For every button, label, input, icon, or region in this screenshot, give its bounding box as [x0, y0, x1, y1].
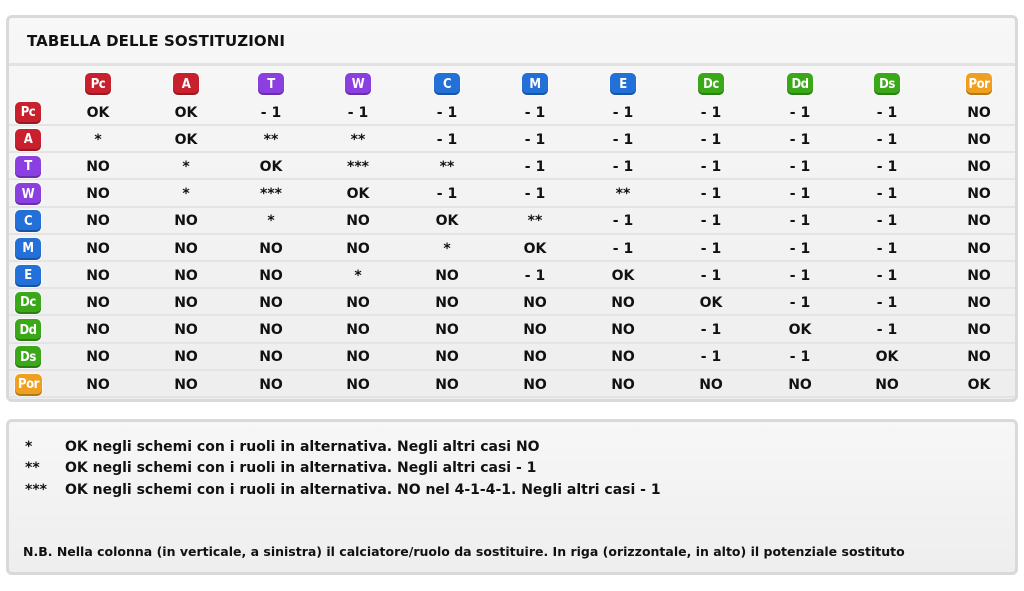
table-cell: NO	[86, 349, 110, 366]
table-cell: NO	[788, 376, 812, 393]
table-cell: - 1	[612, 213, 634, 230]
table-cell: NO	[86, 240, 110, 257]
table-row-por	[9, 371, 1015, 398]
table-cell: - 1	[612, 158, 634, 175]
role-badge-ds: Ds	[15, 346, 41, 368]
table-cell: - 1	[876, 104, 898, 121]
table-cell: - 1	[436, 186, 458, 203]
table-cell: NO	[523, 376, 547, 393]
legend-symbol: ***	[25, 482, 47, 498]
table-cell: - 1	[789, 186, 811, 203]
table-cell: NO	[611, 322, 635, 339]
table-cell: - 1	[789, 131, 811, 148]
table-cell: NO	[967, 131, 991, 148]
table-cell: NO	[967, 349, 991, 366]
table-cell: OK	[611, 267, 635, 284]
row-header-m	[15, 235, 45, 262]
table-cell: - 1	[876, 294, 898, 311]
table-cell: - 1	[789, 294, 811, 311]
role-badge-pc: Pc	[15, 102, 41, 124]
table-cell: OK	[174, 104, 198, 121]
table-cell: NO	[967, 186, 991, 203]
table-cell: ***	[260, 186, 282, 203]
role-badge-w: W	[345, 73, 371, 95]
table-cell: - 1	[700, 240, 722, 257]
table-row-ds	[9, 344, 1015, 371]
table-cell: - 1	[260, 104, 282, 121]
role-badge-ds: Ds	[874, 73, 900, 95]
table-cell: NO	[967, 158, 991, 175]
column-header-w	[328, 69, 388, 99]
table-cell: NO	[435, 267, 459, 284]
table-cell: NO	[259, 240, 283, 257]
table-cell: NO	[174, 240, 198, 257]
table-cell: - 1	[700, 349, 722, 366]
role-badge-por: Por	[15, 374, 42, 396]
table-cell: OK	[788, 322, 812, 339]
table-cell: - 1	[789, 267, 811, 284]
table-cell: *	[182, 158, 190, 175]
table-cell: - 1	[524, 186, 546, 203]
table-cell: *	[182, 186, 190, 203]
table-cell: OK	[346, 186, 370, 203]
role-badge-a: A	[173, 73, 199, 95]
table-cell: - 1	[347, 104, 369, 121]
table-cell: NO	[86, 267, 110, 284]
legend-line-2	[25, 460, 536, 476]
legend-line-3	[25, 482, 661, 498]
title-divider	[9, 63, 1015, 66]
table-cell: OK	[875, 349, 899, 366]
table-cell: NO	[435, 322, 459, 339]
table-cell: *	[443, 240, 451, 257]
table-cell: NO	[611, 376, 635, 393]
table-cell: - 1	[700, 267, 722, 284]
role-badge-c: C	[434, 73, 460, 95]
table-cell: - 1	[876, 213, 898, 230]
table-cell: - 1	[700, 104, 722, 121]
table-cell: NO	[86, 186, 110, 203]
table-cell: NO	[174, 267, 198, 284]
role-badge-t: T	[15, 156, 41, 178]
table-row-e	[9, 262, 1015, 289]
table-cell: NO	[523, 349, 547, 366]
table-cell: NO	[86, 322, 110, 339]
table-cell: NO	[174, 294, 198, 311]
row-header-dd	[15, 317, 45, 344]
table-cell: NO	[259, 349, 283, 366]
column-header-dd	[770, 69, 830, 99]
table-cell: NO	[346, 349, 370, 366]
table-cell: OK	[174, 131, 198, 148]
column-header-m	[505, 69, 565, 99]
table-cell: NO	[699, 376, 723, 393]
table-cell: *	[267, 213, 275, 230]
legend-panel	[6, 419, 1018, 575]
row-header-pc	[15, 99, 45, 126]
table-cell: - 1	[789, 158, 811, 175]
table-cell: - 1	[612, 104, 634, 121]
table-cell: NO	[523, 322, 547, 339]
role-badge-e: E	[610, 73, 636, 95]
table-cell: NO	[174, 322, 198, 339]
column-header-c	[417, 69, 477, 99]
role-badge-m: M	[522, 73, 548, 95]
table-cell: - 1	[789, 104, 811, 121]
table-cell: NO	[259, 376, 283, 393]
row-header-por	[15, 371, 45, 398]
table-cell: - 1	[524, 104, 546, 121]
role-badge-dc: Dc	[698, 73, 724, 95]
column-header-e	[593, 69, 653, 99]
table-cell: - 1	[436, 104, 458, 121]
column-header-pc	[68, 69, 128, 99]
table-cell: OK	[967, 376, 991, 393]
column-header-a	[156, 69, 216, 99]
table-cell: **	[439, 158, 455, 175]
table-cell: **	[615, 186, 631, 203]
table-row-t	[9, 153, 1015, 180]
table-cell: - 1	[612, 131, 634, 148]
table-cell: - 1	[700, 131, 722, 148]
table-cell: - 1	[700, 186, 722, 203]
role-badge-m: M	[15, 238, 41, 260]
role-badge-e: E	[15, 265, 41, 287]
role-badge-dd: Dd	[787, 73, 813, 95]
table-cell: - 1	[789, 213, 811, 230]
legend-text: OK negli schemi con i ruoli in alternativa. NO nel 4-1-4-1. Negli altri casi - 1	[65, 482, 661, 498]
table-cell: - 1	[700, 322, 722, 339]
table-cell: NO	[174, 376, 198, 393]
table-cell: NO	[967, 240, 991, 257]
substitution-table-panel	[6, 15, 1018, 402]
column-header-row	[9, 69, 1015, 99]
legend-symbol: **	[25, 460, 40, 476]
role-badge-c: C	[15, 210, 41, 232]
row-header-ds	[15, 344, 45, 371]
table-cell: NO	[86, 376, 110, 393]
table-row-dc	[9, 289, 1015, 316]
table-cell: - 1	[876, 267, 898, 284]
table-cell: OK	[259, 158, 283, 175]
legend-symbol: *	[25, 439, 33, 455]
row-header-dc	[15, 289, 45, 316]
table-cell: - 1	[524, 267, 546, 284]
table-row-dd	[9, 317, 1015, 344]
row-header-w	[15, 181, 45, 208]
table-cell: - 1	[700, 213, 722, 230]
table-cell: OK	[523, 240, 547, 257]
table-cell: - 1	[524, 158, 546, 175]
table-cell: NO	[523, 294, 547, 311]
table-cell: - 1	[876, 131, 898, 148]
column-header-dc	[681, 69, 741, 99]
row-header-c	[15, 208, 45, 235]
table-title: TABELLA DELLE SOSTITUZIONI	[27, 32, 286, 50]
table-cell: ***	[347, 158, 369, 175]
table-cell: - 1	[789, 240, 811, 257]
role-badge-a: A	[15, 129, 41, 151]
column-header-por	[949, 69, 1009, 99]
role-badge-pc: Pc	[85, 73, 111, 95]
table-cell: **	[350, 131, 366, 148]
role-badge-por: Por	[966, 73, 993, 95]
table-cell: NO	[86, 158, 110, 175]
role-badge-dd: Dd	[15, 319, 41, 341]
legend-text: OK negli schemi con i ruoli in alternativa. Negli altri casi - 1	[65, 460, 537, 476]
table-cell: *	[94, 131, 102, 148]
table-cell: NO	[86, 213, 110, 230]
table-cell: OK	[86, 104, 110, 121]
table-cell: NO	[611, 294, 635, 311]
table-cell: NO	[346, 294, 370, 311]
table-cell: NO	[875, 376, 899, 393]
table-cell: OK	[435, 213, 459, 230]
table-cell: NO	[967, 213, 991, 230]
table-cell: NO	[435, 376, 459, 393]
table-cell: OK	[699, 294, 723, 311]
table-row-w	[9, 181, 1015, 208]
table-cell: **	[527, 213, 543, 230]
table-cell: *	[354, 267, 362, 284]
table-cell: NO	[259, 267, 283, 284]
table-cell: - 1	[876, 240, 898, 257]
table-cell: NO	[86, 294, 110, 311]
footnote: N.B. Nella colonna (in verticale, a sinistra) il calciatore/ruolo da sostituire. In riga (orizzontale, in alto) il potenziale sostituto	[23, 544, 905, 559]
table-cell: NO	[346, 376, 370, 393]
table-cell: NO	[346, 213, 370, 230]
role-badge-t: T	[258, 73, 284, 95]
table-cell: NO	[259, 294, 283, 311]
table-cell: NO	[967, 322, 991, 339]
table-cell: NO	[174, 349, 198, 366]
role-badge-dc: Dc	[15, 292, 41, 314]
row-header-t	[15, 153, 45, 180]
table-cell: NO	[967, 104, 991, 121]
table-cell: - 1	[436, 131, 458, 148]
table-cell: - 1	[876, 322, 898, 339]
table-cell: NO	[174, 213, 198, 230]
row-header-a	[15, 126, 45, 153]
table-cell: - 1	[876, 158, 898, 175]
table-cell: - 1	[700, 158, 722, 175]
table-row-c	[9, 208, 1015, 235]
table-cell: **	[263, 131, 279, 148]
table-cell: - 1	[612, 240, 634, 257]
table-cell: - 1	[789, 349, 811, 366]
table-row-a	[9, 126, 1015, 153]
table-cell: NO	[967, 267, 991, 284]
table-cell: - 1	[524, 131, 546, 148]
table-cell: - 1	[876, 186, 898, 203]
table-cell: NO	[346, 240, 370, 257]
table-cell: NO	[346, 322, 370, 339]
role-badge-w: W	[15, 183, 41, 205]
legend-text: OK negli schemi con i ruoli in alternativa. Negli altri casi NO	[65, 439, 540, 455]
table-row-pc	[9, 99, 1015, 126]
column-header-ds	[857, 69, 917, 99]
table-cell: NO	[967, 294, 991, 311]
table-cell: NO	[259, 322, 283, 339]
table-cell: NO	[611, 349, 635, 366]
legend-line-1	[25, 439, 540, 455]
row-header-e	[15, 262, 45, 289]
table-cell: NO	[435, 294, 459, 311]
table-row-m	[9, 235, 1015, 262]
table-cell: NO	[435, 349, 459, 366]
column-header-t	[241, 69, 301, 99]
